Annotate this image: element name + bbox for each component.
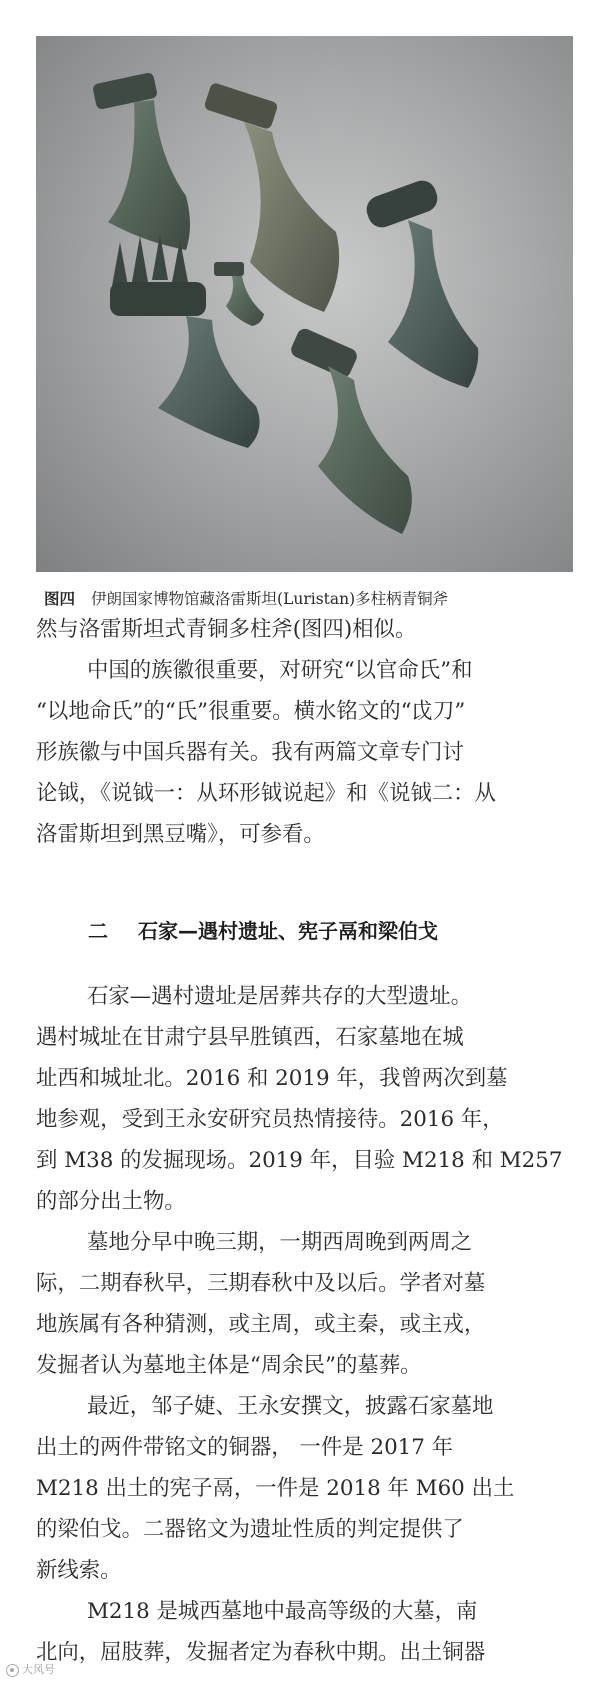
figure-caption-text: 伊朗国家博物馆藏洛雷斯坦(Luristan)多柱柄青铜斧 xyxy=(91,590,449,608)
body-text-line: 最近，邹子婕、王永安撰文，披露石家墓地 xyxy=(87,1394,494,1419)
body-text-line: 出土的两件带铭文的铜器， 一件是 2017 年 xyxy=(36,1435,454,1460)
body-text-line: 新线索。 xyxy=(36,1558,122,1583)
body-text-line: 石家—遇村遗址是居葬共存的大型遗址。 xyxy=(87,984,473,1009)
watermark-text: 大风号 xyxy=(22,1663,55,1676)
body-text-line: 的梁伯戈。二器铭文为遗址性质的判定提供了 xyxy=(36,1517,464,1542)
body-text-line: 洛雷斯坦到黑豆嘴》，可参看。 xyxy=(36,822,325,847)
figure-caption xyxy=(44,587,584,611)
body-text-line: 论钺，《说钺一：从环形钺说起》和《说钺二：从 xyxy=(36,781,496,806)
body-text-line: 发掘者认为墓地主体是“周余民”的墓葬。 xyxy=(36,1353,422,1378)
body-text-line: 墓地分早中晚三期，一期西周晚到两周之 xyxy=(87,1230,473,1255)
axe-3 xyxy=(363,177,479,388)
body-text-line: M218 是城西墓地中最高等级的大墓，南 xyxy=(87,1599,478,1624)
watermark xyxy=(6,1660,55,1680)
bronze-axes-photo xyxy=(36,36,573,572)
figure-label: 图四 xyxy=(44,590,76,608)
section-heading xyxy=(88,911,438,951)
body-text-line: 际，二期春秋早，三期春秋中及以后。学者对墓 xyxy=(36,1271,486,1296)
body-text-line: 遇村城址在甘肃宁县早胜镇西，石家墓地在城 xyxy=(36,1025,464,1050)
body-text-line: 地参观，受到王永安研究员热情接待。2016 年， xyxy=(36,1107,504,1132)
body-text-line: 的部分出土物。 xyxy=(36,1189,186,1214)
body-text-line: 到 M38 的发掘现场。2019 年，目验 M218 和 M257 xyxy=(36,1148,563,1173)
section-number: 二 xyxy=(88,919,108,943)
body-text-line: 形族徽与中国兵器有关。我有两篇文章专门讨 xyxy=(36,740,464,765)
body-text-line: 北向，屈肢葬，发掘者定为春秋中期。出土铜器 xyxy=(36,1640,486,1665)
body-text-line: “以地命氏”的“氏”很重要。横水铭文的“戉刀” xyxy=(36,699,466,724)
body-text-line: 然与洛雷斯坦式青铜多柱斧(图四)相似。 xyxy=(36,617,417,642)
axe-4 xyxy=(214,262,264,326)
body-text-line: 地族属有各种猜测，或主周，或主秦，或主戎， xyxy=(36,1312,486,1337)
axe-2 xyxy=(203,82,339,312)
section-title: 石家—遇村遗址、宪子鬲和梁伯戈 xyxy=(138,919,438,943)
axe-6 xyxy=(289,326,412,534)
body-text-line: M218 出土的宪子鬲，一件是 2018 年 M60 出土 xyxy=(36,1476,515,1501)
watermark-logo-icon xyxy=(6,1664,19,1677)
body-text-line: 中国的族徽很重要，对研究“以官命氏”和 xyxy=(87,658,473,683)
axe-1 xyxy=(92,72,190,250)
body-text-line: 址西和城址北。2016 和 2019 年，我曾两次到墓 xyxy=(36,1066,508,1091)
